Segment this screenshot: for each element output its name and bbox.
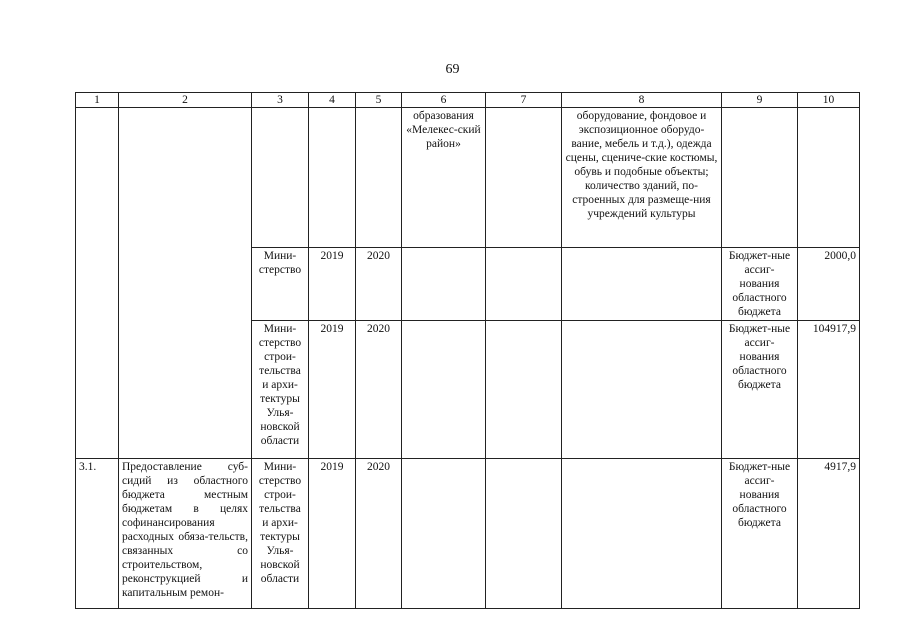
executor-cell: Мини-стерство строи-тельства и архи-тектуры Улья-новской области	[252, 459, 309, 609]
executor-cell: Мини-стерство	[252, 248, 309, 321]
funding-source-cell: Бюджет-ные ассиг-нования областного бюджета	[722, 248, 798, 321]
table-cell	[722, 108, 798, 248]
table-cell	[562, 321, 722, 459]
table-cell	[252, 108, 309, 248]
header-cell: 9	[722, 93, 798, 108]
amount-cell: 104917,9	[798, 321, 860, 459]
page-number: 69	[445, 62, 460, 77]
header-cell: 1	[76, 93, 119, 108]
funding-source-cell: Бюджет-ные ассиг-нования областного бюджета	[722, 459, 798, 609]
end-year-cell: 2020	[356, 321, 402, 459]
budget-table	[75, 92, 860, 609]
header-cell: 2	[119, 93, 252, 108]
header-cell: 5	[356, 93, 402, 108]
funding-source-cell: Бюджет-ные ассиг-нования областного бюджета	[722, 321, 798, 459]
executor-cell: Мини-стерство строи-тельства и архи-тектуры Улья-новской области	[252, 321, 309, 459]
table-cell	[486, 459, 562, 609]
amount-cell: 2000,0	[798, 248, 860, 321]
table-row	[76, 108, 860, 248]
table-cell	[486, 321, 562, 459]
table-cell	[402, 248, 486, 321]
table-cell	[402, 321, 486, 459]
measure-description-cell: Предоставление суб-сидий из областного бюджета местным бюджетам в целях софинансирования расходных обяза-тельств, связанных со строительством, реконструкцией и капитальным ремон-	[119, 459, 252, 609]
header-cell: 6	[402, 93, 486, 108]
table-cell	[356, 108, 402, 248]
header-cell: 10	[798, 93, 860, 108]
table-cell	[486, 248, 562, 321]
header-row	[76, 93, 860, 108]
header-cell: 4	[309, 93, 356, 108]
start-year-cell: 2019	[309, 321, 356, 459]
header-cell: 3	[252, 93, 309, 108]
header-cell: 8	[562, 93, 722, 108]
start-year-cell: 2019	[309, 248, 356, 321]
end-year-cell: 2020	[356, 248, 402, 321]
table-cell	[402, 459, 486, 609]
end-year-cell: 2020	[356, 459, 402, 609]
table-row	[76, 459, 860, 609]
start-year-cell: 2019	[309, 459, 356, 609]
amount-cell: 4917,9	[798, 459, 860, 609]
table-cell	[798, 108, 860, 248]
indicator-cell: оборудование, фондовое и экспозиционное оборудо-вание, мебель и т.д.), одежда сцены, сцениче-ские костюмы, обувь и подобные объекты; количество зданий, по-строенных для размеще-ния учреждений культуры	[562, 108, 722, 248]
table-cell	[562, 248, 722, 321]
municipality-cell: образования «Мелекес-ский район»	[402, 108, 486, 248]
table-cell	[562, 459, 722, 609]
table-cell	[76, 108, 119, 459]
item-number-cell: 3.1.	[76, 459, 119, 609]
table-cell	[119, 108, 252, 459]
table-cell	[486, 108, 562, 248]
table-cell	[309, 108, 356, 248]
header-cell: 7	[486, 93, 562, 108]
